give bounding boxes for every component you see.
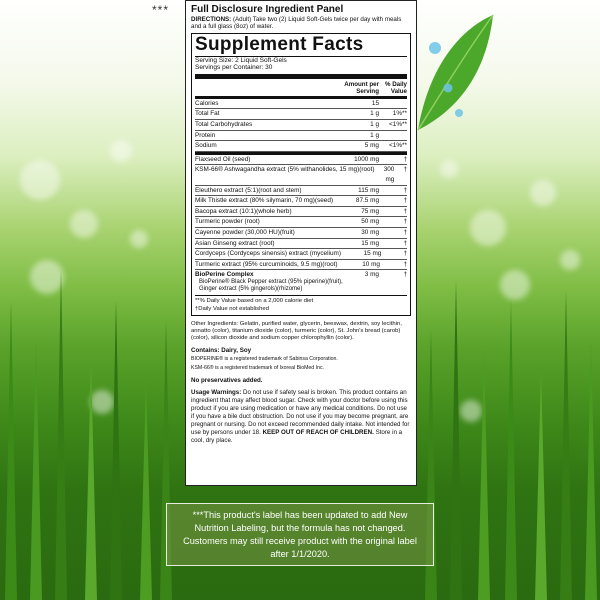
table-row: [195, 120, 407, 131]
supplement-facts-title: Supplement Facts: [195, 35, 407, 57]
directions: [191, 16, 411, 31]
table-row: [195, 196, 407, 207]
row-name: Turmeric extract (95% curcuminoids, 9.5 mg)(root): [195, 260, 338, 268]
row-amount: 15 mg: [361, 239, 379, 247]
row-amount: 1 g: [370, 121, 379, 128]
row-name: Flaxseed Oil (seed): [195, 155, 251, 163]
row-amount: 115 mg: [358, 186, 379, 194]
table-row: [195, 249, 407, 260]
other-ingredients: [191, 321, 411, 343]
row-dv: †: [403, 155, 407, 163]
row-dv: †: [403, 166, 407, 174]
directions-text: (Adult) Take two (2) Liquid Soft-Gels twice per day with meals and a full glass (8oz) of water.: [191, 16, 402, 31]
row-amount: 15: [371, 99, 379, 107]
footnotes: [195, 298, 407, 312]
usage-label: Usage Warnings:: [191, 389, 242, 397]
table-row: [195, 270, 407, 279]
row-name: KSM-66® Ashwagandha extract (5% withanolides, 15 mg)(root): [195, 166, 375, 174]
table-row: [195, 99, 407, 110]
row-amount: 300 mg: [383, 166, 395, 183]
trademark-line: KSM-66® is a registered trademark of Ixoreal BioMed Inc.: [191, 365, 324, 372]
row-amount: 75 mg: [361, 207, 379, 215]
row-amount: 1 g: [370, 131, 379, 139]
complex-sub-line: Ginger extract (5% gingerols)(rhizome): [199, 286, 303, 293]
table-row: [195, 141, 407, 152]
row-name: Protein: [195, 131, 216, 139]
nutrient-list: [195, 99, 407, 152]
label-update-notice: [166, 503, 434, 566]
row-dv: <1%**: [389, 142, 407, 150]
row-dv: †: [403, 207, 407, 215]
notice-text: ***This product's label has been updated to add New Nutrition Labeling, but the formula has not changed. Customers may still receive product with the original label after 1/1/2020.: [183, 510, 417, 559]
table-row: [195, 109, 407, 120]
allergen-statement: Contains: Dairy, Soy: [191, 347, 252, 355]
row-amount: 3 mg: [364, 271, 379, 279]
row-amount: 1000 mg: [354, 155, 379, 163]
ingredient-panel: [185, 0, 417, 486]
table-row: [195, 260, 407, 271]
row-dv: †: [403, 250, 407, 258]
footnote: **% Daily Value based on a 2,000 calorie diet: [195, 298, 314, 305]
row-amount: 15 mg: [363, 250, 382, 258]
row-name: Asian Ginseng extract (root): [195, 239, 275, 247]
row-amount: 10 mg: [362, 260, 380, 268]
row-dv: †: [403, 197, 407, 205]
row-dv: [379, 99, 407, 109]
row-name: Eleuthero extract (5:1)(root and stem): [195, 186, 302, 194]
row-dv: †: [403, 218, 407, 226]
row-name: Total Fat: [195, 110, 220, 118]
supplement-facts-box: [191, 33, 411, 316]
facts-header: [195, 79, 407, 96]
table-row: [195, 186, 407, 197]
table-row: [195, 239, 407, 250]
table-row: [195, 165, 407, 185]
ingredient-list: [195, 155, 407, 271]
row-name: Calories: [195, 99, 219, 107]
row-dv: <1%**: [389, 121, 407, 128]
usage-warnings: [191, 389, 411, 445]
row-name: Bacopa extract (10:1)(whole herb): [195, 207, 292, 215]
row-dv: †: [403, 271, 407, 279]
row-name: BioPerine Complex: [195, 271, 254, 279]
usage-text: Do not use if safety seal is broken. This product contains an ingredient that may affect blood sugar. Check with your doctor before using this product if you are using medication or have any medical conditions. Do not use if you have a bile duct obstruction. Do not use if you may become pregnant, are pregnant or nursing. Do not exceed recommended daily intake. Not intended for use by persons under 18.: [191, 389, 410, 437]
row-name: Sodium: [195, 142, 217, 150]
row-name: Cayenne powder (30,000 HU)(fruit): [195, 228, 295, 236]
complex-sub: [195, 279, 407, 296]
leaf-icon: [408, 10, 498, 140]
row-name: Total Carbohydrates: [195, 121, 253, 128]
row-name: Cordyceps (Cordyceps sinensis) extract (mycelium): [195, 250, 341, 258]
table-row: [195, 155, 407, 166]
servings-per-container: Servings per Container: 30: [195, 64, 273, 72]
complex-sub-line: BioPerine® Black Pepper extract (95% piperine)(fruit),: [199, 279, 343, 286]
table-row: [195, 228, 407, 239]
row-dv: 1%**: [392, 110, 407, 118]
table-row: [195, 207, 407, 218]
table-row: [195, 217, 407, 228]
row-dv: [379, 131, 407, 141]
row-amount: 1 g: [370, 110, 379, 118]
row-amount: 30 mg: [361, 228, 379, 236]
trademark-line: BIOPERINE® is a registered trademark of Sabinsa Corporation.: [191, 356, 338, 363]
row-name: Milk Thistle extract (80% silymarin, 70 mg)(seed): [195, 197, 334, 205]
dv-header: % Daily Value: [384, 80, 407, 95]
other-label: Other Ingredients:: [191, 320, 239, 327]
header-mark: ***: [152, 3, 170, 17]
row-dv: †: [403, 228, 407, 236]
row-amount: 87.5 mg: [355, 197, 379, 205]
row-amount: 50 mg: [361, 218, 379, 226]
directions-label: DIRECTIONS:: [191, 16, 232, 23]
row-dv: †: [403, 260, 407, 268]
row-name: Turmeric powder (root): [195, 218, 260, 226]
other-text: Gelatin, purified water, glycerin, beeswax, dextrin, soy lecithin, annatto (color), titanium dioxide (color), turmeric (color), St. John's bread (carob) (color), silicon dioxide and sodium copper chlorophyllin (color).: [191, 320, 402, 342]
row-dv: †: [403, 186, 407, 194]
serving-size: Serving Size: 2 Liquid Soft-Gels: [195, 56, 287, 64]
footnote: †Daily Value not established: [195, 305, 269, 312]
row-dv: †: [403, 239, 407, 247]
usage-store: Store in a cool, dry place.: [191, 429, 403, 445]
amount-header: Amount per Serving: [344, 80, 379, 95]
no-preservatives: No preservatives added.: [191, 377, 263, 385]
panel-title: Full Disclosure Ingredient Panel: [191, 4, 344, 15]
table-row: [195, 131, 407, 142]
usage-keep: KEEP OUT OF REACH OF CHILDREN.: [262, 429, 374, 437]
row-amount: 5 mg: [364, 142, 379, 150]
